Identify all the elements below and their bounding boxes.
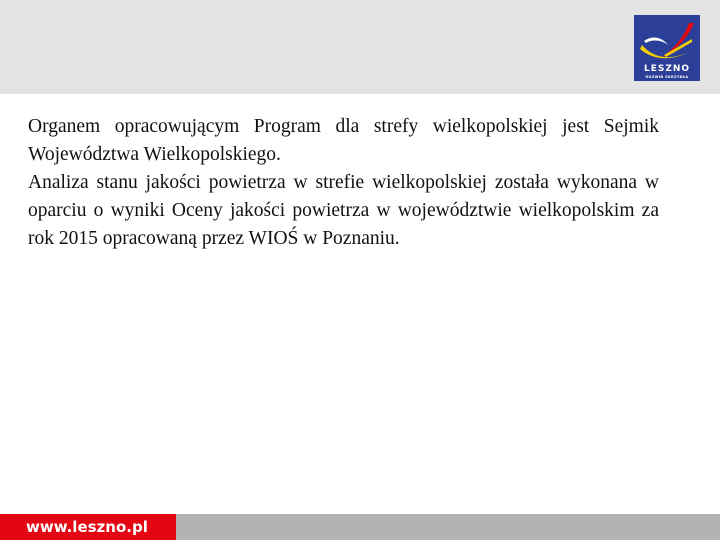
footer-url-box[interactable] [0, 514, 176, 540]
body-text [28, 113, 659, 253]
paragraph-1: Organem opracowującym Program dla strefy wielkopolskiej jest Sejmik Województwa Wielkopolskiego. [28, 116, 659, 165]
logo-name: LESZNO [643, 64, 691, 74]
header-band [0, 0, 720, 94]
logo-tagline: ROZWIŃ SKRZYDŁA [645, 75, 689, 79]
leszno-logo [634, 15, 700, 81]
website-link[interactable]: www.leszno.pl [26, 518, 148, 536]
paragraph-2: Analiza stanu jakości powietrza w strefie wielkopolskiej została wykonana w oparciu o wyniki Oceny jakości powietrza w województwie wielkopolskim za rok 2015 opracowaną przez WIOŚ w Poznaniu. [28, 172, 659, 249]
